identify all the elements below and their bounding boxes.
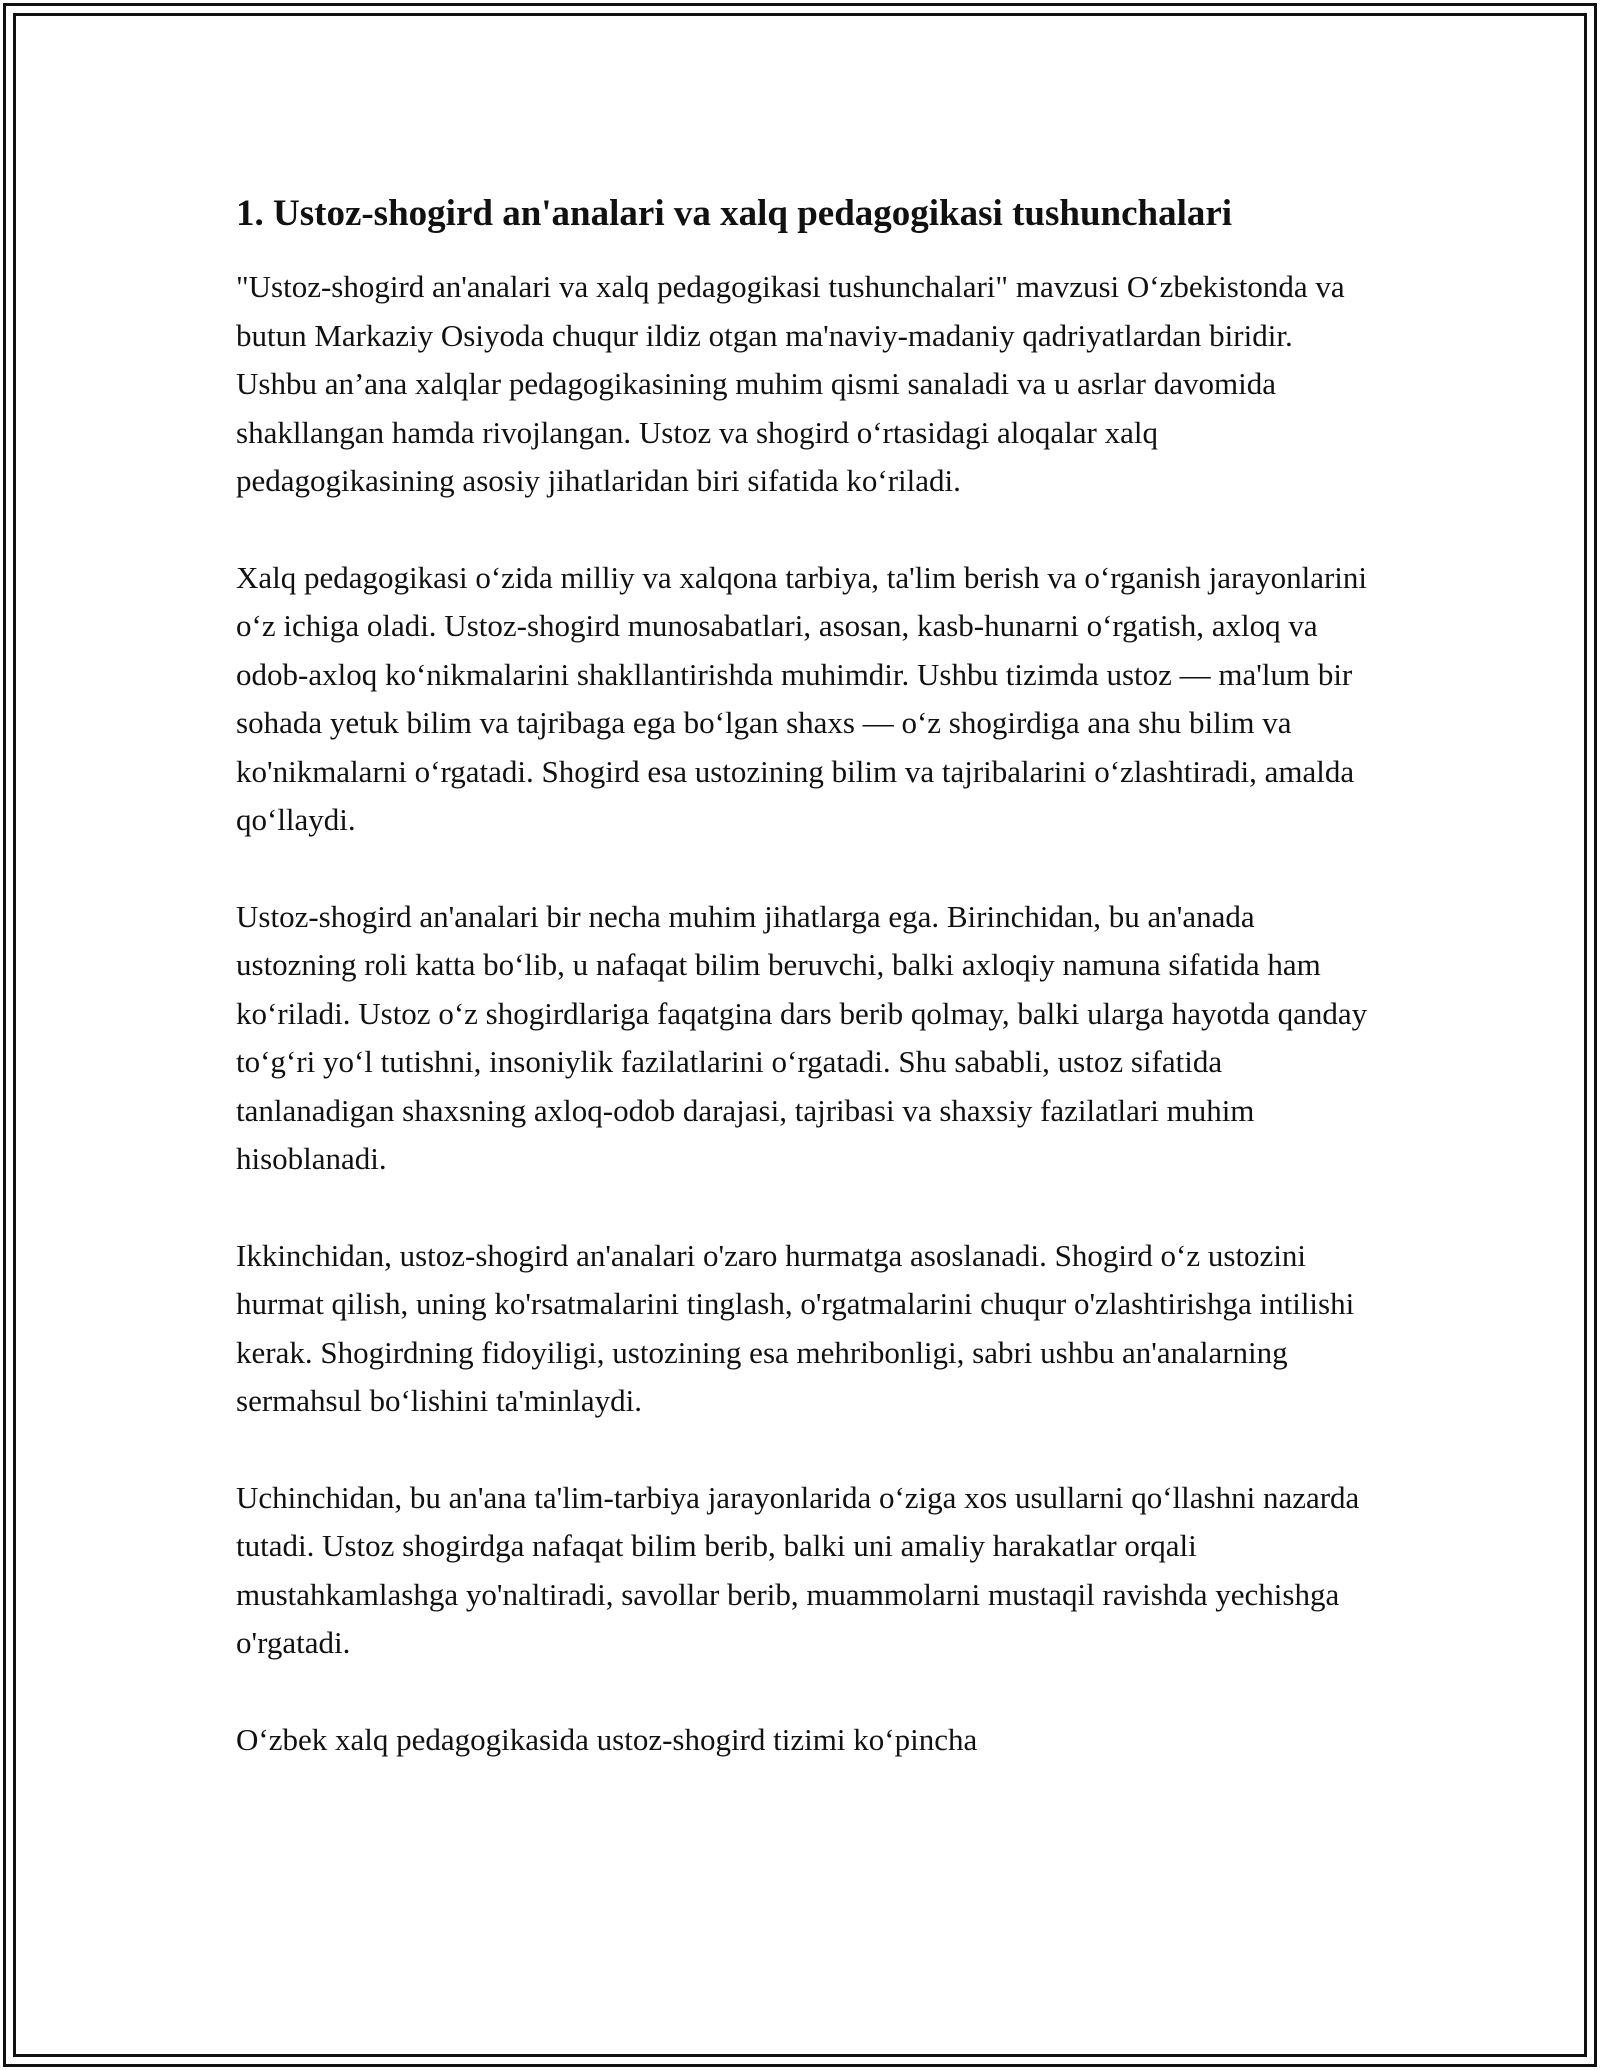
section-heading: 1. Ustoz-shogird an'analari va xalq pedagogikasi tushunchalari [236,193,1233,234]
paragraph-second-aspect: Ikkinchidan, ustoz-shogird an'analari o'zaro hurmatga asoslanadi. Shogird o‘z ustozini hurmat qilish, uning ko'rsatmalarini tinglash, o'rgatmalarini chuqur o'zlashtirishga intilishi kerak. Shogirdning fidoyiligi, ustozining esa mehribonligi, sabri ushbu an'analarning sermahsul bo‘lishini ta'minlaydi. [236,1237,1355,1418]
paragraph-first-aspect: Ustoz-shogird an'analari bir necha muhim jihatlarga ega. Birinchidan, bu an'anada ustozning roli katta bo‘lib, u nafaqat bilim beruvchi, balki axloqiy namuna sifatida ham ko‘riladi. Ustoz o‘z shogirdlariga faqatgina dars berib qolmay, balki ularga hayotda qanday to‘g‘ri yo‘l tutishni, insoniylik fazilatlarini o‘rgatadi. Shu sababli, ustoz sifatida tanlanadigan shaxsning axloq-odob darajasi, tajribasi va shaxsiy fazilatlari muhim hisoblanadi. [236,898,1368,1176]
paragraph-continued: O‘zbek xalq pedagogikasida ustoz-shogird tizimi ko‘pincha [236,1721,978,1757]
paragraph-intro: "Ustoz-shogird an'analari va xalq pedagogikasi tushunchalari" mavzusi O‘zbekistonda va butun Markaziy Osiyoda chuqur ildiz otgan ma'naviy-madaniy qadriyatlardan biridir. Ushbu an’ana xalqlar pedagogikasining muhim qismi sanaladi va u asrlar davomida shakllangan hamda rivojlangan. Ustoz va shogird o‘rtasidagi aloqalar xalq pedagogikasining asosiy jihatlaridan biri sifatida ko‘riladi. [236,269,1345,498]
document-body [236,190,1376,1812]
paragraph-third-aspect: Uchinchidan, bu an'ana ta'lim-tarbiya jarayonlarida o‘ziga xos usullarni qo‘llashni nazarda tutadi. Ustoz shogirdga nafaqat bilim berib, balki uni amaliy harakatlar orqali mustahkamlashga yo'naltiradi, savollar berib, muammolarni mustaqil ravishda yechishga o'rgatadi. [236,1479,1360,1660]
paragraph-folk-pedagogy: Xalq pedagogikasi o‘zida milliy va xalqona tarbiya, ta'lim berish va o‘rganish jarayonlarini o‘z ichiga oladi. Ustoz-shogird munosabatlari, asosan, kasb-hunarni o‘rgatish, axloq va odob-axloq ko‘nikmalarini shakllantirishda muhimdir. Ushbu tizimda ustoz — ma'lum bir sohada yetuk bilim va tajribaga ega bo‘lgan shaxs — o‘z shogirdiga ana shu bilim va ko'nikmalarni o‘rgatadi. Shogird esa ustozining bilim va tajribalarini o‘zlashtiradi, amalda qo‘llaydi. [236,559,1368,837]
